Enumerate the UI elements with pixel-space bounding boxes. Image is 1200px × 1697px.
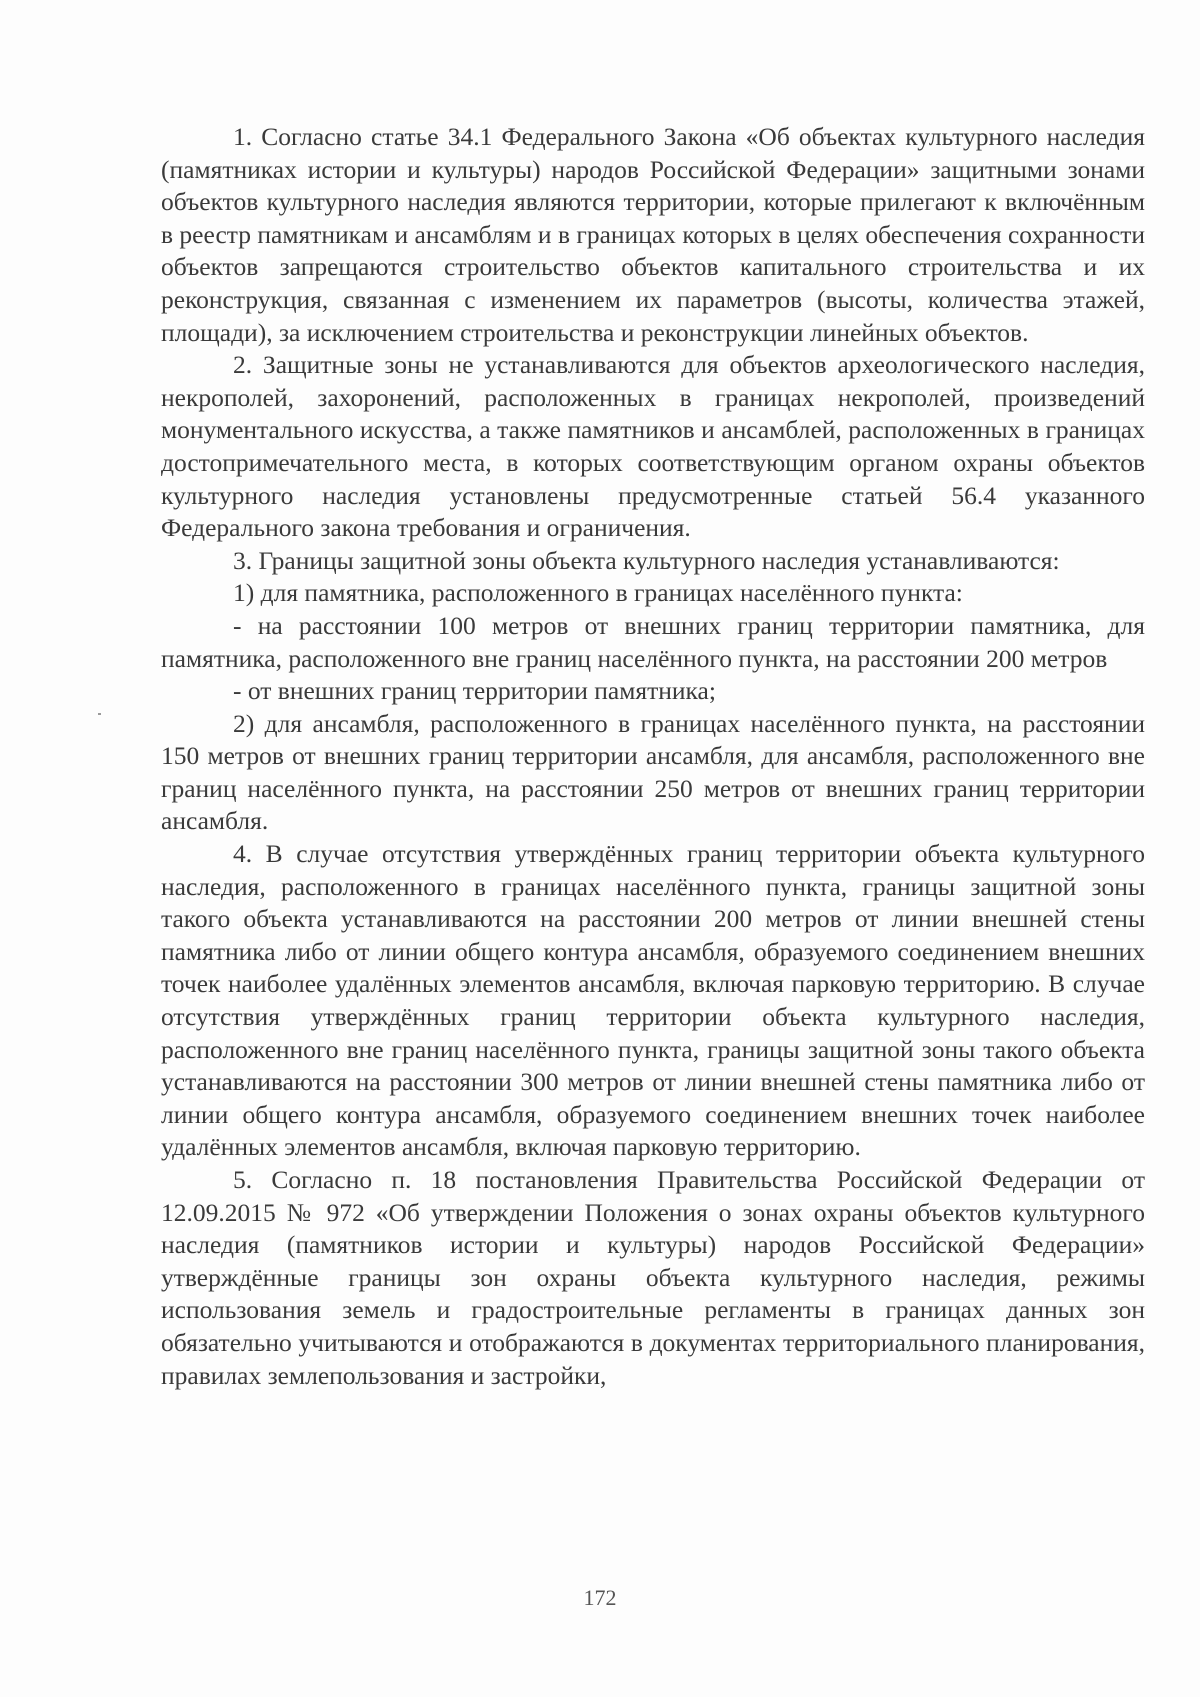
paragraph-no-approved-boundaries: 4. В случае отсутствия утверждённых границ территории объекта культурного наследия, расположенного в границах населённого пункта, границы защитной зоны такого объекта устанавливаются на расстоянии 200 метров от линии внешней стены памятника либо от линии общего контура ансамбля, образуемого соединением внешних точек наиболее удалённых элементов ансамбля, включая парковую территорию. В случае отсутствия утверждённых границ территории объекта культурного наследия, расположенного вне границ населённого пункта, границы защитной зоны такого объекта устанавливаются на расстоянии 300 метров от линии внешней стены памятника либо от линии общего контура ансамбля, образуемого соединением внешних точек наиболее удалённых элементов ансамбля, включая парковую территорию. bbox=[161, 839, 1145, 1162]
paragraph-monument-distance: - на расстоянии 100 метров от внешних границ территории памятника, для памятника, расположенного вне границ населённого пункта, на расстоянии 200 метров bbox=[161, 610, 1145, 673]
paragraph-ensemble-item: 2) для ансамбля, расположенного в границах населённого пункта, на расстоянии 150 метров от внешних границ территории ансамбля, для ансамбля, расположенного вне границ населённого пункта, на расстоянии 250 метров от внешних границ территории ансамбля. bbox=[161, 708, 1145, 836]
paragraph-monument-distance-cont: - от внешних границ территории памятника; bbox=[233, 676, 716, 706]
paragraph-monument-item: 1) для памятника, расположенного в границах населённого пункта: bbox=[233, 578, 963, 608]
paragraph-protection-zones-definition: 1. Согласно статье 34.1 Федерального Закона «Об объектах культурного наследия (памятниках истории и культуры) народов Российской Федерации» защитными зонами объектов культурного наследия являются территории, которые прилегают к включённым в реестр памятникам и ансамблям и в границах которых в целях обеспечения сохранности объектов запрещаются строительство объектов капитального строительства и их реконструкция, связанная с изменением их параметров (высоты, количества этажей, площади), за исключением строительства и реконструкции линейных объектов. bbox=[161, 122, 1145, 347]
scan-speck bbox=[98, 713, 101, 715]
page-number: 172 bbox=[583, 1585, 617, 1610]
paragraph-exceptions: 2. Защитные зоны не устанавливаются для объектов археологического наследия, некрополей, захоронений, расположенных в границах некрополей, произведений монументального искусства, а также памятников и ансамблей, расположенных в границах достопримечательного места, в которых соответствующим органом охраны объектов культурного наследия установлены предусмотренные статьей 56.4 указанного Федерального закона требования и ограничения. bbox=[161, 350, 1145, 543]
paragraph-government-decree: 5. Согласно п. 18 постановления Правительства Российской Федерации от 12.09.2015 № 972 «Об утверждении Положения о зонах охраны объектов культурного наследия (памятников истории и культуры) народов Российской Федерации» утверждённые границы зон охраны объекта культурного наследия, режимы использования земель и градостроительные регламенты в границах данных зон обязательно учитываются и отображаются в документах территориального планирования, правилах землепользования и застройки, bbox=[161, 1165, 1145, 1390]
paragraph-boundaries-intro: 3. Границы защитной зоны объекта культурного наследия устанавливаются: bbox=[233, 545, 1060, 575]
document-body bbox=[161, 121, 1145, 1392]
